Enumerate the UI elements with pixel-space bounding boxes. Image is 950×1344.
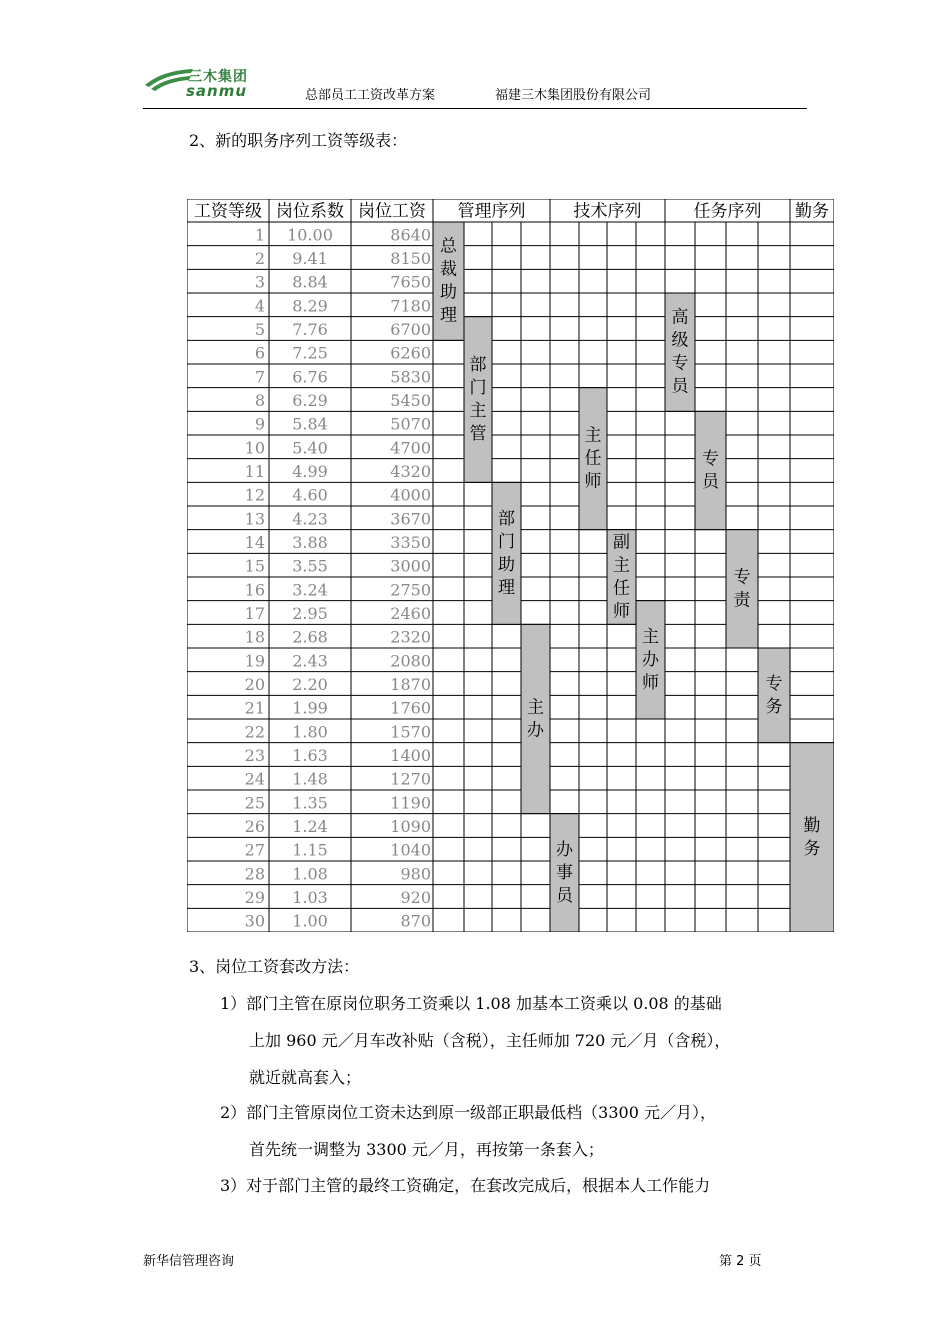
wage-cell: 1760	[390, 698, 431, 718]
footer-consultancy: 新华信管理咨询	[143, 1254, 235, 1269]
band-label-char: 专	[671, 353, 689, 374]
coefficient-cell: 1.63	[292, 746, 328, 765]
wage-cell: 1400	[390, 746, 431, 765]
wage-cell: 920	[400, 888, 431, 907]
grade-cell: 22	[244, 722, 265, 742]
band-label-char: 责	[733, 590, 751, 611]
coefficient-cell: 5.40	[292, 438, 328, 458]
band-label-char: 总	[440, 236, 457, 257]
band-fill-3	[522, 625, 550, 813]
band-label-char: 专	[702, 449, 719, 469]
coefficient-cell: 1.15	[292, 840, 328, 860]
header-wage: 岗位工资	[358, 201, 426, 222]
grade-cell: 9	[254, 414, 265, 434]
band-label-char: 事	[556, 862, 573, 883]
grade-cell: 17	[244, 604, 265, 623]
coefficient-cell: 2.68	[292, 627, 328, 647]
coefficient-cell: 4.99	[292, 462, 328, 481]
header-sequence-3: 勤务	[795, 201, 829, 222]
grade-cell: 12	[244, 485, 265, 505]
coefficient-cell: 5.84	[292, 414, 328, 434]
wage-cell: 1270	[390, 769, 431, 789]
salary-grade-table-svg	[187, 199, 834, 932]
band-fill-10	[727, 530, 758, 647]
wage-cell: 980	[400, 864, 431, 884]
wage-cell: 4000	[390, 485, 431, 505]
item-1-line-3: 就近就高套入；	[249, 1068, 362, 1087]
coefficient-cell: 10.00	[287, 225, 333, 245]
band-label-char: 员	[556, 885, 573, 906]
header-sequence-1: 技术序列	[573, 201, 642, 222]
grade-cell: 19	[244, 651, 265, 671]
grade-cell: 3	[254, 272, 265, 292]
grade-cell: 15	[244, 556, 265, 576]
grade-cell: 4	[254, 296, 265, 316]
wage-cell: 870	[400, 911, 431, 931]
header-grade: 工资等级	[194, 201, 262, 222]
grade-cell: 13	[244, 509, 265, 529]
header-document-title: 总部员工工资改革方案	[305, 88, 436, 103]
section-2-title: 2、新的职务序列工资等级表：	[189, 131, 408, 150]
coefficient-cell: 8.84	[292, 272, 328, 292]
band-label-char: 助	[440, 282, 457, 303]
wage-cell: 5070	[390, 414, 431, 434]
band-fill-12	[791, 743, 834, 931]
coefficient-cell: 3.55	[292, 556, 328, 576]
band-label-char: 师	[584, 471, 602, 492]
grade-cell: 18	[244, 627, 265, 647]
header-company-name: 福建三木集团股份有限公司	[495, 88, 652, 103]
wage-cell: 7650	[390, 272, 431, 292]
coefficient-cell: 1.03	[292, 888, 328, 907]
coefficient-cell: 1.35	[292, 793, 328, 813]
header-sequence-2: 任务序列	[693, 201, 762, 222]
header-coefficient: 岗位系数	[276, 201, 344, 222]
band-fill-11	[759, 649, 790, 743]
coefficient-cell: 1.99	[292, 698, 328, 718]
wage-cell: 1040	[390, 840, 431, 860]
band-label-char: 勤	[803, 815, 821, 836]
band-label-char: 管	[469, 424, 487, 444]
logo-english-text: sanmu	[186, 82, 248, 100]
coefficient-cell: 2.95	[292, 604, 328, 623]
band-label-char: 主	[642, 626, 659, 647]
band-label-char: 主	[613, 555, 630, 576]
item-3-line-1: 3）对于部门主管的最终工资确定，在套改完成后，根据本人工作能力	[220, 1176, 711, 1195]
wage-cell: 8150	[390, 249, 431, 268]
wage-cell: 2080	[390, 651, 431, 671]
band-label-char: 理	[440, 305, 457, 326]
wage-cell: 6700	[390, 320, 431, 339]
grade-cell: 1	[254, 225, 265, 245]
band-label-char: 任	[584, 448, 602, 469]
logo-chinese-text: 三木集团	[188, 69, 248, 85]
coefficient-cell: 6.76	[292, 367, 328, 387]
grade-cell: 8	[254, 391, 265, 410]
grade-cell: 23	[244, 746, 265, 765]
grade-cell: 11	[244, 462, 265, 481]
wage-cell: 4320	[390, 462, 431, 481]
grade-cell: 10	[244, 438, 265, 458]
band-label-char: 主	[469, 401, 487, 421]
band-label-char: 主	[527, 697, 544, 718]
wage-cell: 1090	[390, 817, 431, 836]
wage-cell: 8640	[390, 225, 431, 245]
band-label-char: 高	[671, 307, 689, 328]
grade-cell: 24	[244, 769, 265, 789]
item-1-line-1: 1）部门主管在原岗位职务工资乘以 1.08 加基本工资乘以 0.08 的基础	[220, 994, 722, 1013]
coefficient-cell: 6.29	[292, 391, 328, 410]
wage-cell: 1190	[390, 793, 431, 813]
footer-page-number: 第 2 页	[719, 1254, 762, 1269]
grade-cell: 7	[254, 367, 265, 387]
coefficient-cell: 7.25	[292, 343, 328, 363]
band-label-char: 部	[498, 508, 515, 529]
band-label-char: 任	[613, 578, 630, 599]
coefficient-cell: 1.80	[292, 722, 328, 742]
wage-cell: 5830	[390, 367, 431, 387]
grade-cell: 14	[244, 533, 265, 552]
coefficient-cell: 1.00	[292, 911, 328, 931]
grade-cell: 26	[244, 817, 265, 836]
grade-cell: 2	[254, 249, 265, 268]
coefficient-cell: 9.41	[292, 249, 328, 268]
band-label-char: 务	[765, 696, 783, 717]
band-label-char: 专	[733, 567, 751, 588]
band-label-char: 办	[642, 649, 659, 670]
band-fill-1	[465, 317, 492, 482]
coefficient-cell: 2.20	[292, 675, 328, 694]
header-divider	[143, 108, 807, 109]
wage-cell: 2750	[390, 580, 431, 600]
wage-cell: 1870	[390, 675, 431, 694]
grade-cell: 27	[244, 840, 265, 860]
wage-cell: 2320	[390, 627, 431, 647]
grade-cell: 25	[244, 793, 265, 813]
coefficient-cell: 1.08	[292, 864, 328, 884]
wage-cell: 6260	[390, 343, 431, 363]
wage-cell: 3670	[390, 509, 431, 529]
wage-cell: 7180	[390, 296, 431, 316]
grade-cell: 21	[244, 698, 265, 718]
band-label-char: 级	[671, 330, 689, 351]
coefficient-cell: 2.43	[292, 651, 328, 671]
band-label-char: 副	[613, 532, 630, 553]
coefficient-cell: 4.60	[292, 485, 328, 505]
coefficient-cell: 3.24	[292, 580, 328, 600]
grade-cell: 30	[244, 911, 265, 931]
grade-cell: 28	[244, 864, 265, 884]
header-sequence-0: 管理序列	[457, 201, 526, 222]
grade-cell: 20	[244, 675, 265, 694]
band-label-char: 办	[556, 839, 573, 860]
coefficient-cell: 1.48	[292, 769, 328, 789]
grade-cell: 6	[254, 343, 265, 363]
wage-cell: 4700	[390, 438, 431, 458]
band-label-char: 门	[498, 531, 515, 552]
section-3-title: 3、岗位工资套改方法：	[189, 957, 360, 976]
band-label-char: 员	[671, 376, 689, 397]
band-label-char: 师	[642, 672, 659, 693]
band-fill-9	[696, 412, 726, 529]
item-2-line-1: 2）部门主管原岗位工资未达到原一级部正职最低档（3300 元／月），	[220, 1103, 716, 1122]
band-label-char: 部	[469, 355, 487, 375]
grade-cell: 5	[254, 320, 265, 339]
grade-cell: 29	[244, 888, 265, 907]
band-label-char: 专	[765, 673, 783, 694]
coefficient-cell: 1.24	[292, 817, 328, 836]
wage-cell: 2460	[390, 604, 431, 623]
wage-cell: 3000	[390, 556, 431, 576]
band-label-char: 员	[702, 472, 719, 492]
band-label-char: 主	[584, 425, 602, 446]
band-label-char: 师	[613, 601, 630, 622]
item-1-line-2: 上加 960 元／月车改补贴（含税），主任师加 720 元／月（含税），	[249, 1031, 731, 1050]
wage-cell: 1570	[390, 722, 431, 742]
band-label-char: 门	[469, 378, 487, 398]
coefficient-cell: 7.76	[292, 320, 328, 339]
wage-cell: 5450	[390, 391, 431, 410]
coefficient-cell: 4.23	[292, 509, 328, 529]
item-2-line-2: 首先统一调整为 3300 元／月，再按第一条套入；	[249, 1140, 604, 1159]
coefficient-cell: 3.88	[292, 533, 328, 552]
band-label-char: 助	[498, 554, 515, 575]
band-label-char: 理	[498, 577, 515, 598]
salary-grade-table	[187, 199, 834, 932]
band-label-char: 办	[527, 720, 544, 741]
band-label-char: 务	[803, 838, 821, 859]
coefficient-cell: 8.29	[292, 296, 328, 316]
wage-cell: 3350	[390, 533, 431, 552]
grade-cell: 16	[244, 580, 265, 600]
band-label-char: 裁	[440, 259, 457, 280]
band-fill-2	[493, 483, 521, 624]
